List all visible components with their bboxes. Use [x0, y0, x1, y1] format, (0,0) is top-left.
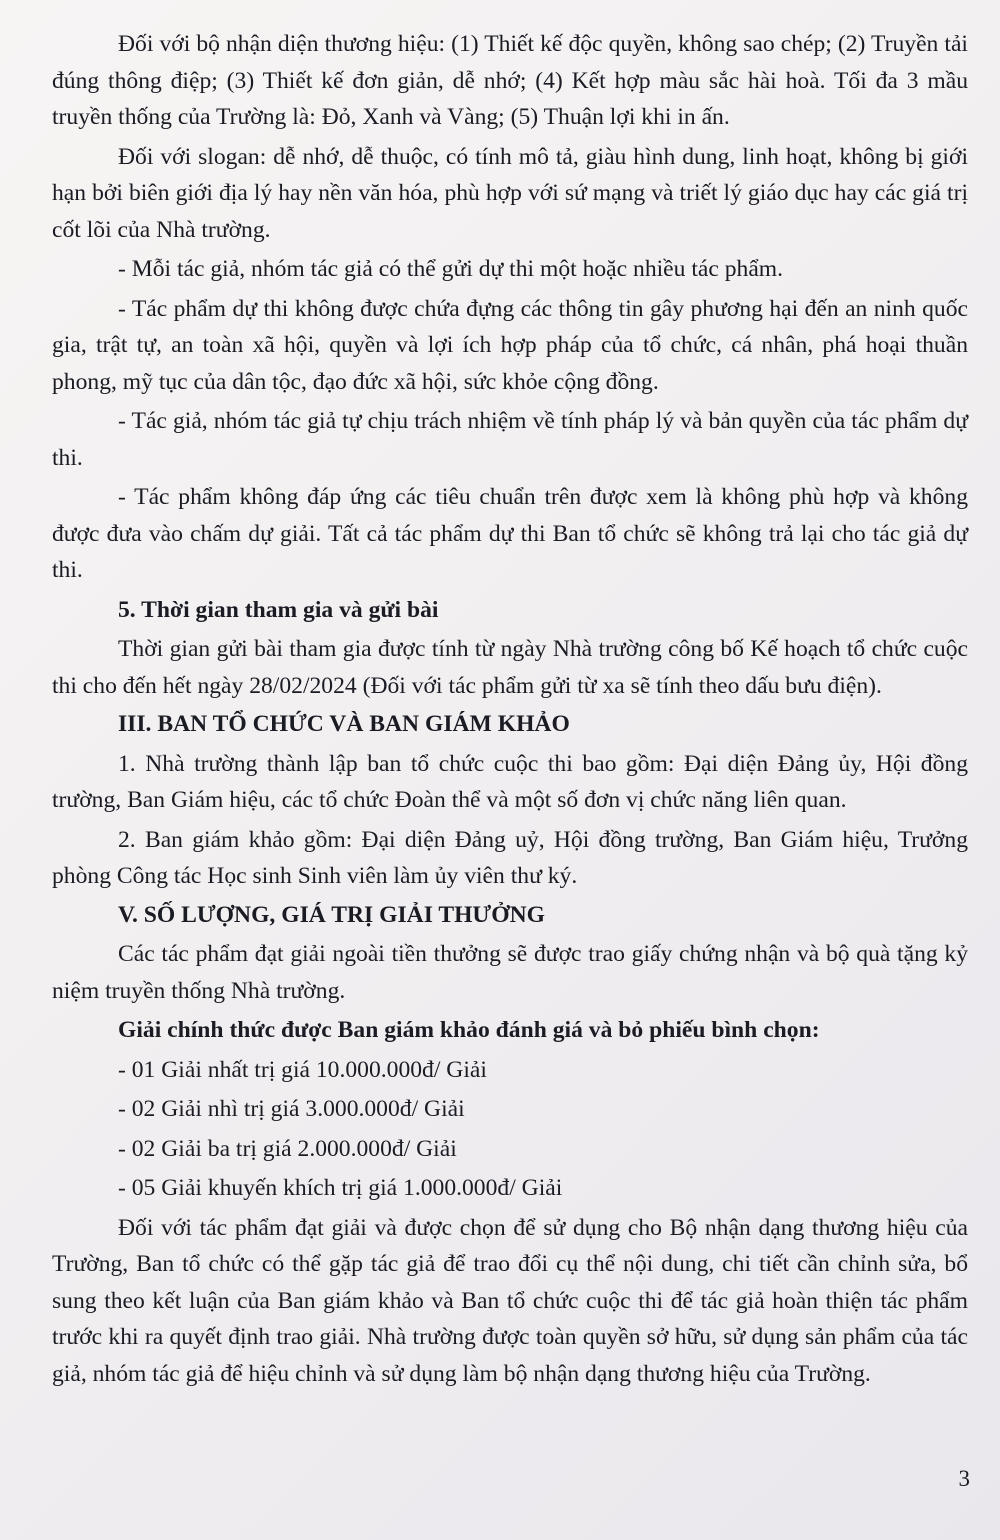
rule-paragraph-3: - Tác giả, nhóm tác giả tự chịu trách nhiệm về tính pháp lý và bản quyền của tác phẩm dự thi.: [52, 408, 968, 471]
page-number: 3: [958, 1466, 970, 1491]
slogan-paragraph: Đối với slogan: dễ nhớ, dễ thuộc, có tính mô tả, giàu hình dung, linh hoạt, không bị giới hạn bởi biên giới địa lý hay nền văn hóa, phù hợp với sứ mạng và triết lý giáo dục hay các giá trị cốt lõi của Nhà trường.: [52, 143, 968, 243]
official-prizes-heading: Giải chính thức được Ban giám khảo đánh giá và bỏ phiếu bình chọn:: [118, 1017, 820, 1043]
section-v-heading: V. SỐ LƯỢNG, GIÁ TRỊ GIẢI THƯỞNG: [118, 901, 545, 928]
rule-paragraph-2: - Tác phẩm dự thi không được chứa đựng các thông tin gây phương hại đến an ninh quốc gia, trật tự, an toàn xã hội, quyền và lợi ích hợp pháp của tổ chức, cá nhân, phá hoại thuần phong, mỹ tục của dân tộc, đạo đức xã hội, sức khỏe cộng đồng.: [52, 295, 968, 395]
section-iii-item-1: 1. Nhà trường thành lập ban tổ chức cuộc thi bao gồm: Đại diện Đảng ủy, Hội đồng trường, Ban Giám hiệu, các tổ chức Đoàn thể và một số đơn vị chức năng liên quan.: [52, 750, 968, 813]
section-5-heading: 5. Thời gian tham gia và gửi bài: [118, 596, 439, 623]
section-5-body: Thời gian gửi bài tham gia được tính từ ngày Nhà trường công bố Kế hoạch tổ chức cuộc thi cho đến hết ngày 28/02/2024 (Đối với tác phẩm gửi từ xa sẽ tính theo dấu bưu điện).: [52, 636, 968, 699]
prize-item: - 05 Giải khuyến khích trị giá 1.000.000đ/ Giải: [118, 1175, 563, 1201]
document-page: [52, 26, 968, 1392]
section-v-intro: Các tác phẩm đạt giải ngoài tiền thưởng sẽ được trao giấy chứng nhận và bộ quà tặng kỷ niệm truyền thống Nhà trường.: [52, 941, 968, 1004]
prize-item: - 02 Giải ba trị giá 2.000.000đ/ Giải: [118, 1135, 457, 1162]
rule-paragraph-4: - Tác phẩm không đáp ứng các tiêu chuẩn trên được xem là không phù hợp và không được đưa vào chấm dự giải. Tất cả tác phẩm dự thi Ban tổ chức sẽ không trả lại cho tác giả dự thi.: [52, 484, 968, 583]
prize-item: - 02 Giải nhì trị giá 3.000.000đ/ Giải: [118, 1096, 465, 1122]
rule-paragraph-1: - Mỗi tác giả, nhóm tác giả có thể gửi dự thi một hoặc nhiều tác phẩm.: [118, 256, 784, 282]
section-v-closing: Đối với tác phẩm đạt giải và được chọn để sử dụng cho Bộ nhận dạng thương hiệu của Trường, Ban tổ chức có thể gặp tác giả để trao đổi cụ thể nội dung, chi tiết cần chỉnh sửa, bổ sung theo kết luận của Ban giám khảo và Ban tổ chức cuộc thi để tác giả hoàn thiện tác phẩm trước khi ra quyết định trao giải. Nhà trường được toàn quyền sở hữu, sử dụng sản phẩm của tác giả, nhóm tác giả để hiệu chỉnh và sử dụng làm bộ nhận dạng thương hiệu của Trường.: [52, 1214, 968, 1387]
section-iii-item-2: 2. Ban giám khảo gồm: Đại diện Đảng uỷ, Hội đồng trường, Ban Giám hiệu, Trưởng phòng Công tác Học sinh Sinh viên làm ủy viên thư ký.: [52, 826, 968, 889]
section-iii-heading: III. BAN TỔ CHỨC VÀ BAN GIÁM KHẢO: [118, 711, 570, 737]
prize-item: - 01 Giải nhất trị giá 10.000.000đ/ Giải: [118, 1056, 487, 1083]
brand-identity-paragraph: Đối với bộ nhận diện thương hiệu: (1) Thiết kế độc quyền, không sao chép; (2) Truyền tải đúng thông điệp; (3) Thiết kế đơn giản, dễ nhớ; (4) Kết hợp màu sắc hài hoà. Tối đa 3 mầu truyền thống của Trường là: Đỏ, Xanh và Vàng; (5) Thuận lợi khi in ấn.: [52, 31, 968, 130]
